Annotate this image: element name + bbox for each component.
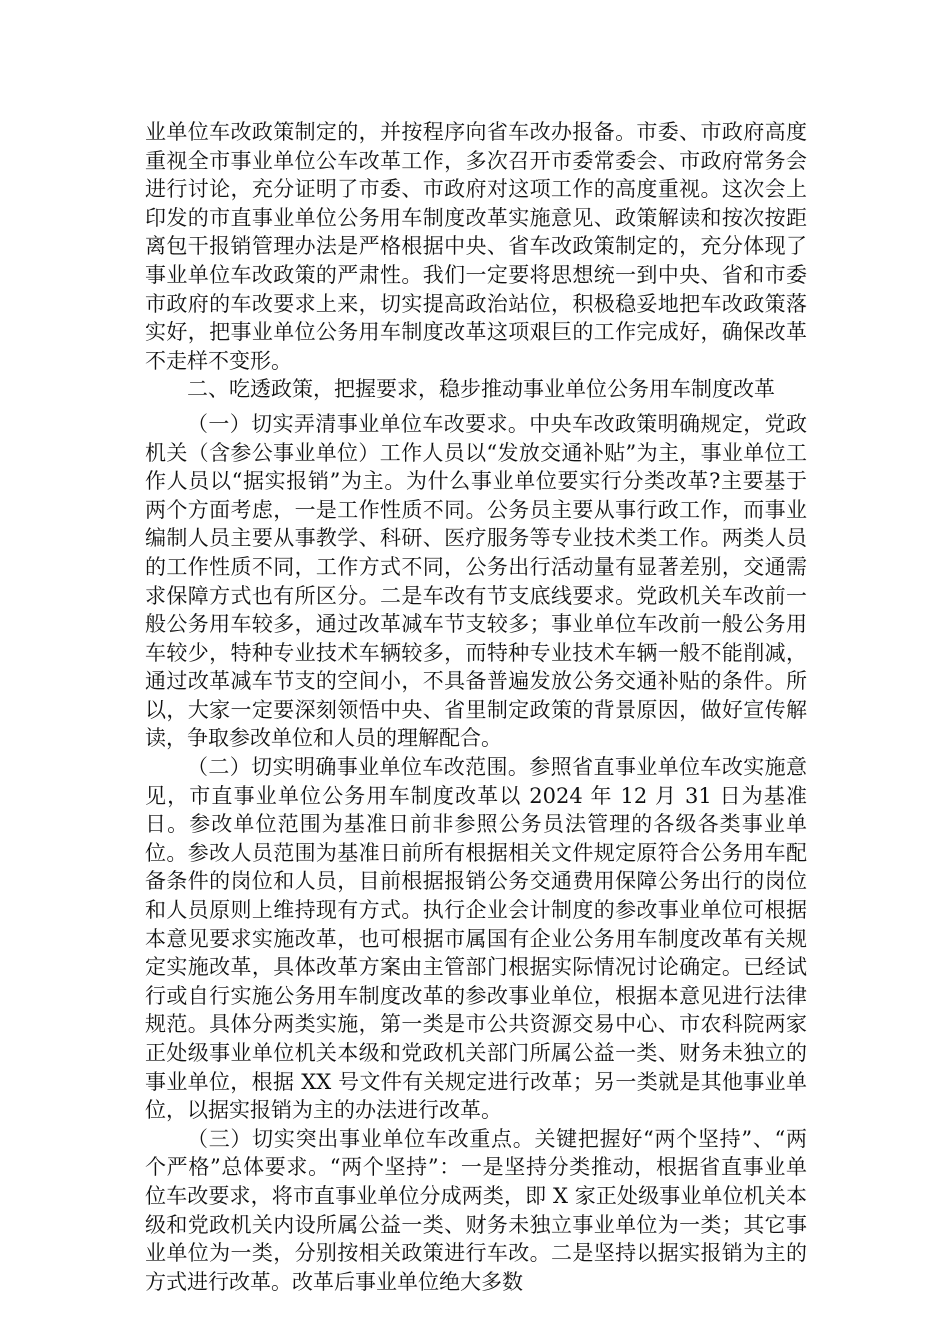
document-page [145, 118, 807, 1296]
paragraph-section-2: （二）切实明确事业单位车改范围。参照省直事业单位车改实施意见，市直事业单位公务用车制度改革以 2024 年 12 月 31 日为基准日。参改单位范围为基准日前非参照公务员法管理的各级各类事业单位。参改人员范围为基准日前所有根据相关文件规定原符合公务用车配备条件的岗位和人员，目前根据报销公务交通费用保障公务出行的岗位和人员原则上维持现有方式。执行企业会计制度的参改事业单位可根据本意见要求实施改革，也可根据市属国有企业公务用车制度改革有关规定实施改革，具体改革方案由主管部门根据实际情况讨论确定。已经试行或自行实施公务用车制度改革的参改事业单位，根据本意见进行法律规范。具体分两类实施，第一类是市公共资源交易中心、市农科院两家正处级事业单位机关本级和党政机关部门所属公益一类、财务未独立的事业单位，根据 XX 号文件有关规定进行改革；另一类就是其他事业单位，以据实报销为主的办法进行改革。 [145, 755, 807, 1123]
paragraph-section-3: （三）切实突出事业单位车改重点。关键把握好“两个坚持”、“两个严格”总体要求。“两个坚持”：一是坚持分类推动，根据省直事业单位车改要求，将市直事业单位分成两类，即 X 家正处级事业单位机关本级和党政机关内设所属公益一类、财务未独立事业单位为一类；其它事业单位为一类，分别按相关政策进行车改。二是坚持以据实报销为主的方式进行改革。改革后事业单位绝大多数 [145, 1126, 807, 1294]
paragraph-continuation: 业单位车改政策制定的，并按程序向省车改办报备。市委、市政府高度重视全市事业单位公车改革工作，多次召开市委常委会、市政府常务会进行讨论，充分证明了市委、市政府对这项工作的高度重视。这次会上印发的市直事业单位公务用车制度改革实施意见、政策解读和按次按距离包干报销管理办法是严格根据中央、省车改政策制定的，充分体现了事业单位车改政策的严肃性。我们一定要将思想统一到中央、省和市委市政府的车改要求上来，切实提高政治站位，积极稳妥地把车改政策落实好，把事业单位公务用车制度改革这项艰巨的工作完成好，确保改革不走样不变形。 [145, 120, 807, 373]
paragraph-section-1: （一）切实弄清事业单位车改要求。中央车改政策明确规定，党政机关（含参公事业单位）工作人员以“发放交通补贴”为主，事业单位工作人员以“据实报销”为主。为什么事业单位要实行分类改革?主要基于两个方面考虑，一是工作性质不同。公务员主要从事行政工作，而事业编制人员主要从事教学、科研、医疗服务等专业技术类工作。两类人员的工作性质不同，工作方式不同，公务出行活动量有显著差别，交通需求保障方式也有所区分。二是车改有节支底线要求。党政机关车改前一般公务用车较多，通过改革减车节支较多；事业单位车改前一般公务用车较少，特种专业技术车辆较多，而特种专业技术车辆一般不能削减，通过改革减车节支的空间小，不具备普遍发放公务交通补贴的条件。所以，大家一定要深刻领悟中央、省里制定政策的背景原因，做好宣传解读，争取参改单位和人员的理解配合。 [145, 411, 807, 751]
section-heading-2: 二、吃透政策，把握要求，稳步推动事业单位公务用车制度改革 [187, 377, 775, 402]
